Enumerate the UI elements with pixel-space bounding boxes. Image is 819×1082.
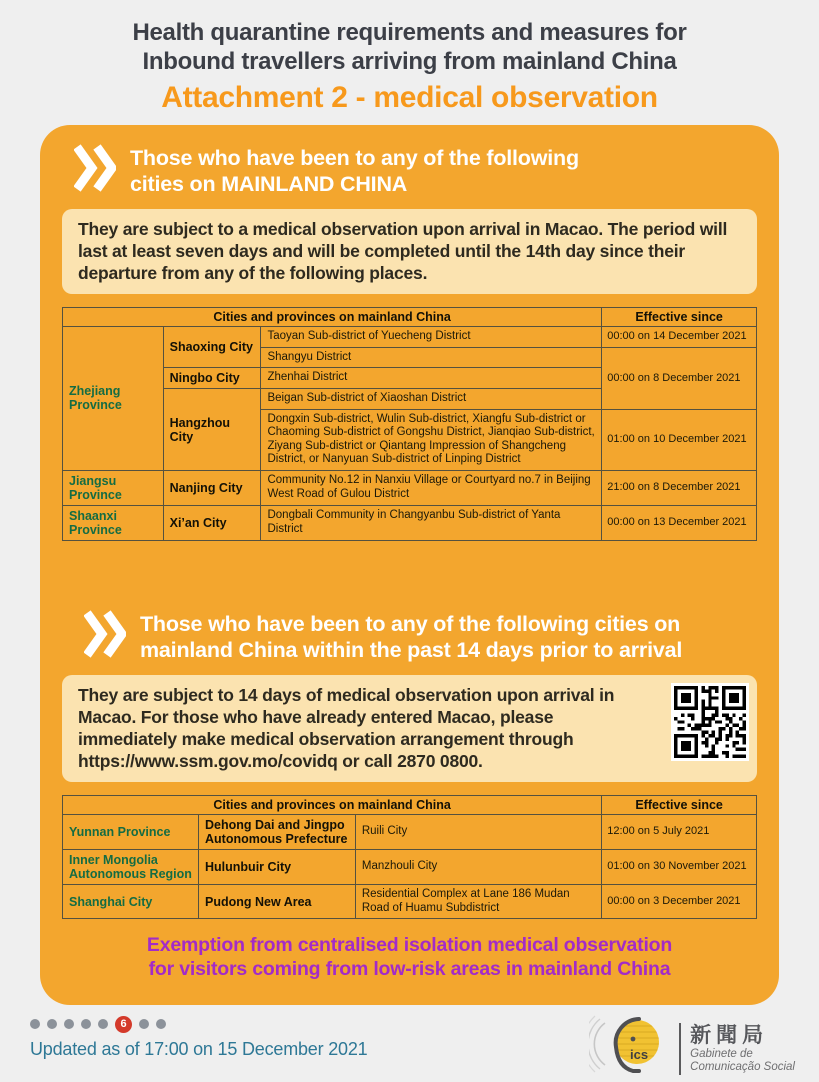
- section1-heading-line2: cities on MAINLAND CHINA: [130, 172, 408, 196]
- province-cell: Shaanxi Province: [63, 505, 164, 540]
- section2-heading-line2: mainland China within the past 14 days prior to arrival: [140, 637, 683, 662]
- city-cell: Dehong Dai and Jingpo Autonomous Prefecture: [199, 814, 356, 849]
- page-dots: [30, 1015, 367, 1033]
- area-cell: Dongbali Community in Changyanbu Sub-district of Yanta District: [261, 505, 602, 540]
- table-1-header-main: Cities and provinces on mainland China: [63, 308, 602, 327]
- effective-cell: 00:00 on 14 December 2021: [602, 327, 757, 348]
- section2-heading-line1: Those who have been to any of the following cities on: [140, 611, 681, 636]
- logo-latin-line1: Gabinete de: [690, 1047, 753, 1060]
- effective-cell: 01:00 on 10 December 2021: [602, 409, 757, 470]
- effective-cell: 00:00 on 8 December 2021: [602, 347, 757, 409]
- effective-cell: 12:00 on 5 July 2021: [602, 814, 757, 849]
- svg-text:ics: ics: [630, 1047, 649, 1063]
- table-2-header-effective: Effective since: [602, 795, 757, 814]
- area-cell: Taoyan Sub-district of Yuecheng District: [261, 327, 602, 348]
- effective-cell: 01:00 on 30 November 2021: [602, 849, 757, 884]
- gcs-logo-icon: [589, 1015, 673, 1082]
- table-1: [62, 307, 757, 541]
- table-1-header-row: [63, 308, 757, 327]
- logo-chinese-name: 新聞局: [690, 1023, 769, 1047]
- page-title-line2: Inbound travellers arriving from mainland China: [142, 48, 677, 75]
- logo-text: [690, 1024, 795, 1074]
- city-cell: Hulunbuir City: [199, 849, 356, 884]
- table-2-header-main: Cities and provinces on mainland China: [63, 795, 602, 814]
- city-cell: Shaoxing City: [163, 327, 261, 368]
- qr-code: [671, 683, 749, 761]
- table-row: [63, 814, 757, 849]
- city-cell: Pudong New Area: [199, 884, 356, 918]
- table-row: [63, 470, 757, 505]
- section2-heading-text: [140, 609, 682, 663]
- table-row: [63, 849, 757, 884]
- section1-heading-text: [130, 143, 579, 197]
- section2-note: [62, 675, 757, 782]
- table-2: [62, 795, 757, 919]
- table-2-header-row: [63, 795, 757, 814]
- province-cell: Zhejiang Province: [63, 327, 164, 471]
- effective-cell: 00:00 on 13 December 2021: [602, 505, 757, 540]
- page-dot[interactable]: [98, 1019, 108, 1029]
- exemption-note: [62, 933, 757, 981]
- area-cell: Shangyu District: [261, 347, 602, 368]
- area-cell: Community No.12 in Nanxiu Village or Courtyard no.7 in Beijing West Road of Gulou District: [261, 470, 602, 505]
- page-dot[interactable]: [156, 1019, 166, 1029]
- section2-heading: [84, 609, 757, 663]
- current-page-badge[interactable]: 6: [115, 1016, 132, 1033]
- province-cell: Inner Mongolia Autonomous Region: [63, 849, 199, 884]
- page-dot[interactable]: [81, 1019, 91, 1029]
- area-cell: Manzhouli City: [355, 849, 601, 884]
- poster-footer: [0, 1005, 819, 1082]
- section1-heading: [74, 143, 757, 197]
- province-cell: Shanghai City: [63, 884, 199, 918]
- table-row: [63, 505, 757, 540]
- footer-left: [30, 1015, 367, 1060]
- logo-divider: [679, 1023, 681, 1075]
- poster-header: [0, 0, 819, 115]
- section1-heading-line1: Those who have been to any of the following: [130, 146, 579, 170]
- city-cell: Hangzhou City: [163, 389, 261, 471]
- page-title: [0, 18, 819, 76]
- page-dot[interactable]: [139, 1019, 149, 1029]
- double-chevron-icon: [84, 610, 126, 663]
- city-cell: Ningbo City: [163, 368, 261, 389]
- province-cell: Yunnan Province: [63, 814, 199, 849]
- area-cell: Dongxin Sub-district, Wulin Sub-district, Xiangfu Sub-district or Chaoming Sub-district of Gongshu District, Jianqiao Sub-district, Ziyang Sub-district or Qiantang Impression of Shangcheng District, or Nanyuan Sub-district of Linping District: [261, 409, 602, 470]
- updated-timestamp: Updated as of 17:00 on 15 December 2021: [30, 1039, 368, 1060]
- double-chevron-icon: [74, 144, 116, 197]
- page-dot[interactable]: [30, 1019, 40, 1029]
- main-card: [40, 125, 779, 1005]
- section2-note-text: They are subject to 14 days of medical observation upon arrival in Macao. For those who have already entered Macao, please immediately make medical observation arrangement through https://www.ssm.gov.mo/covidq or call 2870 0800.: [78, 684, 615, 771]
- area-cell: Beigan Sub-district of Xiaoshan District: [261, 389, 602, 410]
- exemption-line1: Exemption from centralised isolation medical observation: [146, 934, 673, 957]
- table-1-header-effective: Effective since: [602, 308, 757, 327]
- page-dot[interactable]: [47, 1019, 57, 1029]
- table-row: [63, 327, 757, 348]
- exemption-line2: for visitors coming from low-risk areas in mainland China: [148, 958, 671, 981]
- area-cell: Zhenhai District: [261, 368, 602, 389]
- gcs-logo: [589, 1015, 795, 1082]
- city-cell: Nanjing City: [163, 470, 261, 505]
- table-row: [63, 884, 757, 918]
- effective-cell: 21:00 on 8 December 2021: [602, 470, 757, 505]
- page-dot[interactable]: [64, 1019, 74, 1029]
- page-title-line1: Health quarantine requirements and measures for: [132, 19, 687, 46]
- page-subtitle: Attachment 2 - medical observation: [161, 81, 658, 114]
- section1-note: They are subject to a medical observation upon arrival in Macao. The period will last at least seven days and will be completed until the 14th day since their departure from any of the following places.: [62, 209, 757, 294]
- logo-latin-line2: Comunicação Social: [690, 1060, 795, 1073]
- city-cell: Xi’an City: [163, 505, 261, 540]
- effective-cell: 00:00 on 3 December 2021: [602, 884, 757, 918]
- province-cell: Jiangsu Province: [63, 470, 164, 505]
- area-cell: Ruili City: [355, 814, 601, 849]
- area-cell: Residential Complex at Lane 186 Mudan Road of Huamu Subdistrict: [355, 884, 601, 918]
